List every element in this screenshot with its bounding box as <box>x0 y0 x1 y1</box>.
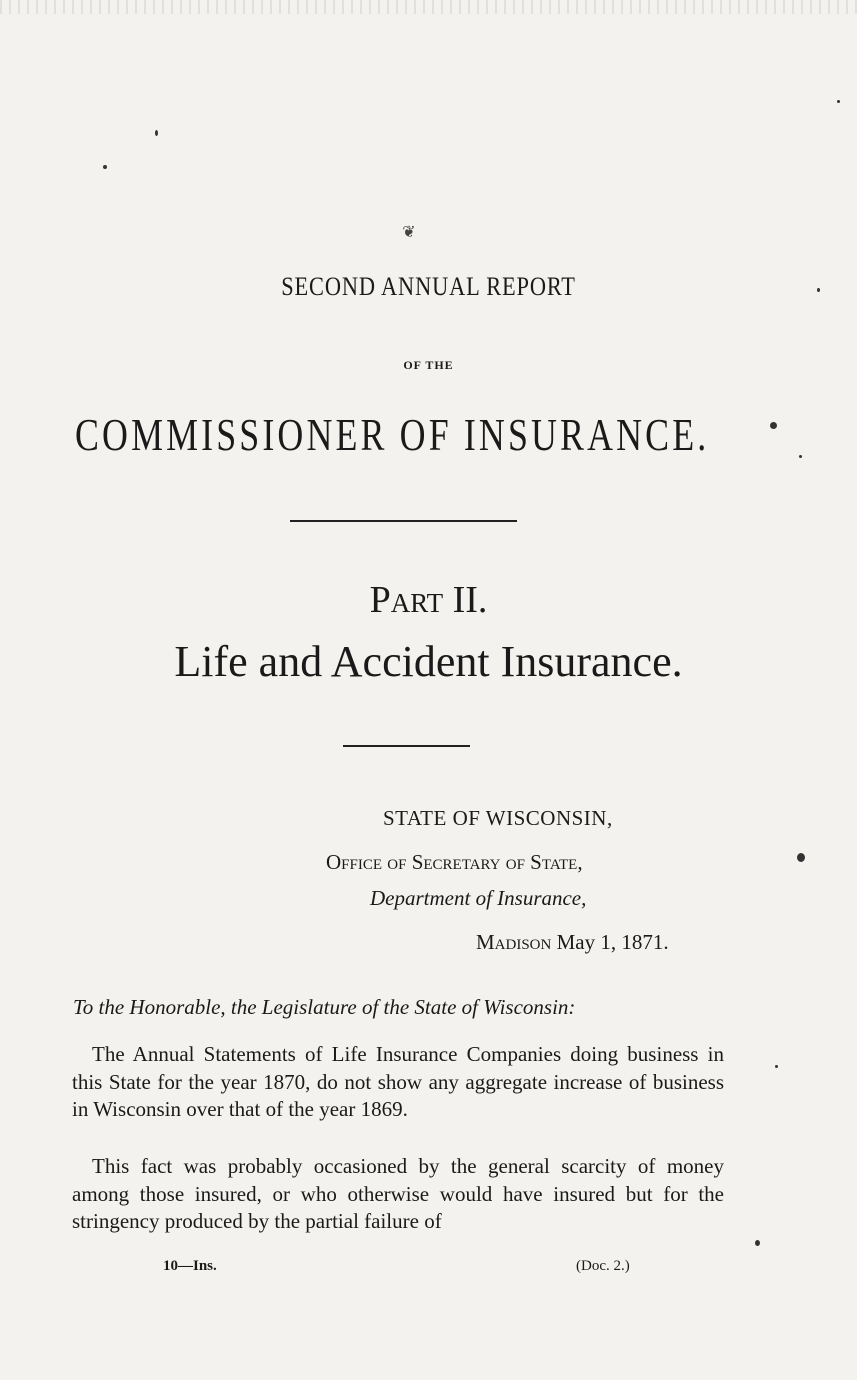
part-subtitle: Life and Accident Insurance. <box>174 637 683 686</box>
page-edge-specks <box>0 0 857 14</box>
address-department: Department of Insurance, <box>370 886 587 910</box>
ink-speck <box>755 1240 760 1246</box>
ink-speck <box>799 455 802 458</box>
report-main-title: COMMISSIONER OF INSURANCE. <box>75 409 710 460</box>
address-state: STATE OF WISCONSIN, <box>383 806 613 830</box>
salutation: To the Honorable, the Legislature of the State of Wisconsin: <box>73 995 576 1019</box>
ink-speck <box>770 422 777 429</box>
address-city: Madison <box>476 930 552 954</box>
report-title: SECOND ANNUAL REPORT <box>281 272 576 301</box>
address-office: Office of Secretary of State, <box>326 850 583 874</box>
ink-speck <box>797 853 805 862</box>
ink-speck <box>155 130 158 136</box>
subtitle-divider <box>343 745 470 747</box>
ink-speck <box>817 288 820 292</box>
ink-speck <box>837 100 840 103</box>
address-date: May 1, 1871. <box>556 930 669 954</box>
part-heading: Part II. <box>369 579 488 621</box>
address-date-line <box>476 930 669 955</box>
report-title-connector: OF THE <box>403 358 454 372</box>
body-paragraph: The Annual Statements of Life Insurance Companies doing business in this State for the year 1870, do not show any aggregate increase of business in Wisconsin over that of the year 1869. <box>72 1042 724 1122</box>
ink-speck <box>103 165 107 169</box>
ink-speck <box>775 1065 778 1068</box>
signature-mark: 10—Ins. <box>163 1258 217 1274</box>
body-paragraph: This fact was probably occasioned by the general scarcity of money among those insured, or who otherwise would have insured but for the stringency produced by the partial failure of <box>72 1154 724 1234</box>
document-reference: (Doc. 2.) <box>576 1258 630 1274</box>
title-divider <box>290 520 517 522</box>
ornament-icon: ❦ <box>402 222 416 241</box>
